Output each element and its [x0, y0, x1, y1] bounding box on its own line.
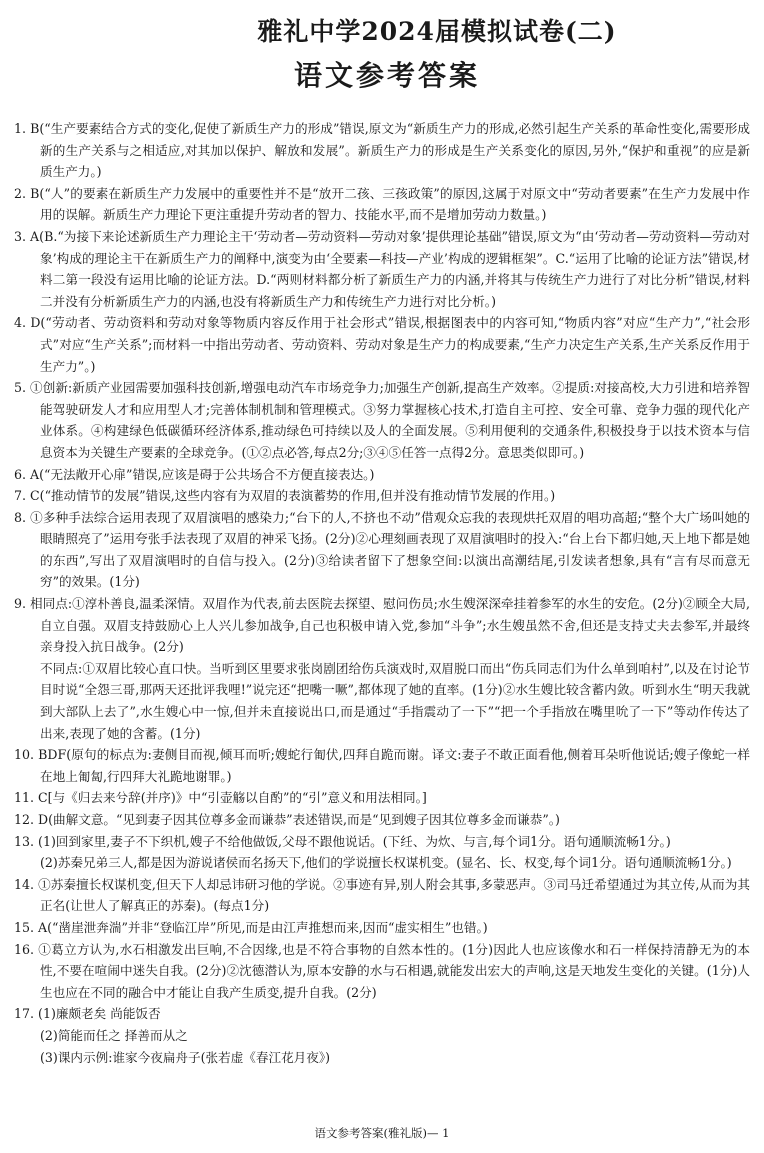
answer-item-11: 11. C[与《归去来兮辞(并序)》中“引壶觞以自酌”的“引”意义和用法相同。] — [14, 790, 427, 806]
answer-item-12: 12. D(曲解文意。“见到妻子因其位尊多金而谦恭”表述错误,而是“见到嫂子因其位尊多金而谦恭”。) — [14, 812, 560, 827]
answer-item-17: 17. (1)廉颇老矣 尚能饭否 — [14, 1006, 161, 1022]
answer-item-7: 7. C(“推动情节的发展”错误,这些内容有为双眉的表演蓄势的作用,但并没有推动情节发展的作用。) — [14, 488, 556, 504]
answer-item-5: 5. ①创新:新质产业园需要加强科技创新,增强电动汽车市场竞争力;加强生产创新,提高生产效率。②提质:对接高校,大力引进和培养智能驾驶研发人才和应用型人才;完善体制机制和管理模式。③努力掌握核心技术,打造自主可控、安全可靠、竞争力强的现代化产业体系。④构建绿色低碳循环经济体系,推动绿色可持续以及人的全面发展。⑤利用便利的交通条件,积极投身于以技术资本与信息资本为关键生产要素的全球竞争。(①②点必答,每点2分;③④⑤任答一点得2分。意思类似即可。) — [14, 380, 750, 460]
answer-item-17-part2: (2)简能而任之 择善而从之 — [40, 1027, 188, 1043]
answer-item-9: 9. 相同点:①淳朴善良,温柔深情。双眉作为代表,前去医院去探望、慰问伤员;水生嫂深深牵挂着参军的水生的安危。(2分)②顾全大局,自立自强。双眉支持鼓励心上人兴儿参加战争,自己也积极申请入党,参加“斗争”;水生嫂虽然不舍,但还是支持丈夫去参军,并最终亲身投入抗日战争。(2分) — [14, 596, 750, 655]
answer-item-3: 3. A(B.“为接下来论述新质生产力理论主干‘劳动者—劳动资料—劳动对象’提供理论基础”错误,原文为“由‘劳动者—劳动资料—劳动对象’构成的理论主干在新质生产力的阐释中,演变为由‘全要素—科技—产业’构成的逻辑框架”。C.“运用了比喻的论证方法”错误,材料二第一段没有运用比喻的论证方法。D.“两则材料都分析了新质生产力的内涵,并将其与传统生产力进行了对比分析”错误,材料二并没有分析新质生产力的内涵,也没有将新质生产力和传统生产力进行对比分析。) — [14, 228, 750, 309]
answer-item-10: 10. BDF(原句的标点为:妻侧目而视,倾耳而听;嫂蛇行匍伏,四拜自跪而谢。译文:妻子不敢正面看他,侧着耳朵听他说话;嫂子像蛇一样在地上匍匐,行四拜大礼跪地谢罪。) — [14, 747, 750, 784]
answer-item-6: 6. A(“无法敞开心扉”错误,应该是碍于公共场合不方便直接表达。) — [14, 466, 375, 482]
answers-list — [14, 118, 750, 1068]
answer-item-2: 2. B(“人”的要素在新质生产力发展中的重要性并不是“放开二孩、三孩政策”的原因,这属于对原文中“劳动者要素”在生产力发展中作用的误解。新质生产力理论下更注重提升劳动者的智力、技能水平,而不是增加劳动力数量。) — [14, 185, 750, 223]
answer-item-13-part2: (2)苏秦兄弟三人,都是因为游说诸侯而名扬天下,他们的学说擅长权谋机变。(显名、长、权变,每个词1分。语句通顺流畅1分。) — [40, 855, 732, 871]
answer-item-14: 14. ①苏秦擅长权谋机变,但天下人却忌讳研习他的学说。②事迹有异,别人附会其事,多蒙恶声。③司马迁希望通过为其立传,从而为其正名(让世人了解真正的苏秦)。(每点1分) — [14, 876, 750, 914]
answer-item-13: 13. (1)回到家里,妻子不下织机,嫂子不给他做饭,父母不跟他说话。(下纴、为炊、与言,每个词1分。语句通顺流畅1分。) — [14, 833, 671, 849]
answer-item-8: 8. ①多种手法综合运用表现了双眉演唱的感染力;“台下的人,不挤也不动”借观众忘我的表现烘托双眉的唱功高超;“整个大广场叫她的眼睛照亮了”运用夸张手法表现了双眉的神采飞扬。(2分)②心理刻画表现了双眉演唱时的投入:“台上台下都归她,天上地下都是她的东西”,写出了双眉演唱时的自信与投入。(2分)③给读者留下了想象空间:以演出高潮结尾,引发读者想象,具有“言有尽而意无穷”的效果。(1分) — [14, 509, 750, 590]
answer-item-15: 15. A(“凿崖泄奔湍”并非“登临江岸”所见,而是由江声推想而来,因而“虚实相生”也错。) — [14, 919, 488, 935]
answer-item-1: 1. B(“生产要素结合方式的变化,促使了新质生产力的形成”错误,原文为“新质生产力的形成,必然引起生产关系的革命性变化,需要形成新的生产关系与之相适应,对其加以保护、解放和发展”。新质生产力的形成是生产关系变化的原因,另外,“保护和重视”的应是新质生产力。) — [14, 121, 750, 180]
answer-item-4: 4. D(“劳动者、劳动资料和劳动对象等物质内容反作用于社会形式”错误,根据图表中的内容可知,“物质内容”对应“生产力”,“社会形式”对应“生产关系”;而材料一中指出劳动者、劳动资料、劳动对象是生产力的构成要素,“生产力决定生产关系,生产关系反作用于生产力”。) — [14, 315, 750, 374]
page-subtitle: 语文参考答案 — [293, 59, 480, 92]
page-title: 雅礼中学2024届模拟试卷(二) — [257, 17, 617, 46]
answer-item-9-differences: 不同点:①双眉比较心直口快。当听到区里要求张岗剧团给伤兵演戏时,双眉脱口而出“伤兵同志们为什么单到咱村”,以及在讨论节目时说“全怨三哥,那两天还批评我哩!”说完还“把嘴一噘”,都体现了她的直率。(1分)②水生嫂比较含蓄内敛。听到水生“明天我就到大部队上去了”,水生嫂心中一惊,但并未直接说出口,而是通过“手指震动了一下”“把一个手指放在嘴里吮了一下”等动作传达了出来,表现了她的含蓄。(1分) — [40, 660, 750, 741]
page-footer: 语文参考答案(雅礼版)— 1 — [314, 1126, 450, 1140]
answer-item-17-part3: (3)课内示例:谁家今夜扁舟子(张若虚《春江花月夜》) — [40, 1049, 331, 1065]
page-header — [14, 0, 750, 96]
answer-item-16: 16. ①葛立方认为,水石相激发出巨响,不合因缘,也是不符合事物的自然本性的。(1分)因此人也应该像水和石一样保持清静无为的本性,不要在喧闹中迷失自我。(2分)②沈德潜认为,原本安静的水与石相遇,就能发出宏大的声响,这是天地发生变化的关键。(1分)人生也应在不同的融合中才能让自我产生质变,提升自我。(2分) — [14, 941, 750, 1000]
